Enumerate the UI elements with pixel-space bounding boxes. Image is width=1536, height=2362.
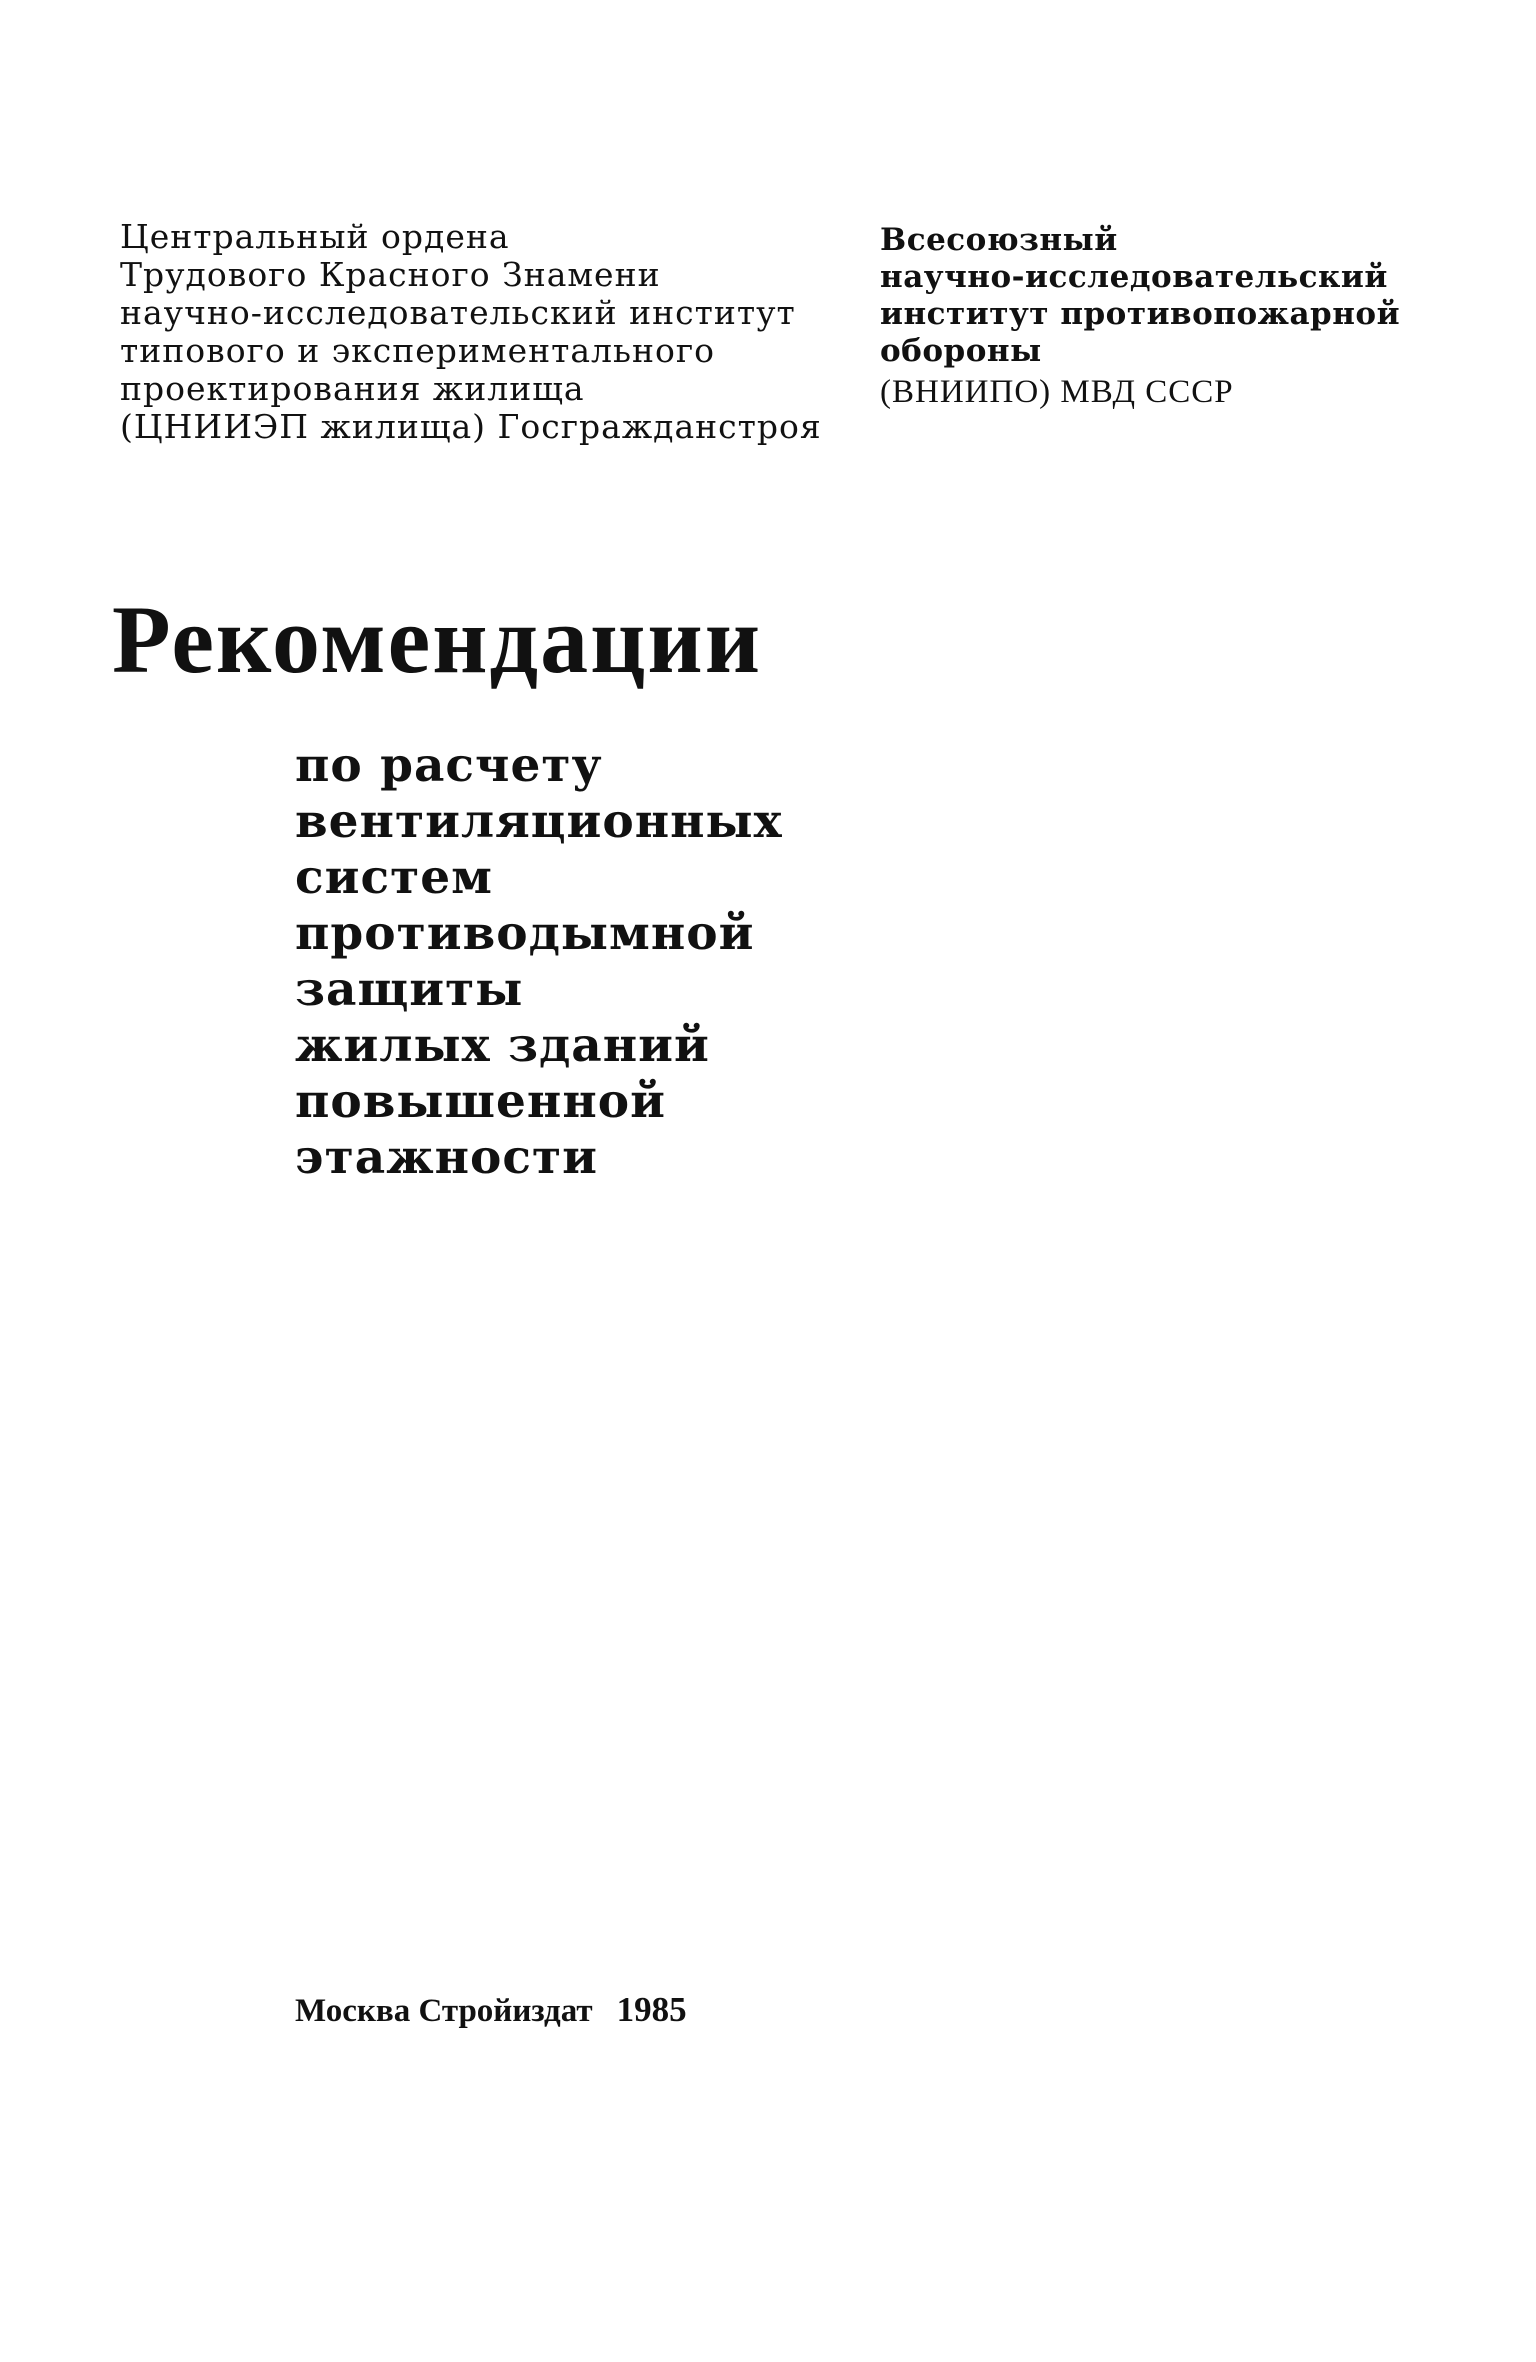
left-institute-line-2: Трудового Красного Знамени (120, 255, 661, 294)
subtitle-line-4: противодымной (295, 906, 755, 961)
subtitle-line-6: жилых зданий (295, 1018, 710, 1073)
document-subtitle (295, 738, 995, 1186)
right-institute-line-1: Всесоюзный (880, 222, 1118, 258)
right-institute-line-5: (ВНИИПО) МВД СССР (880, 374, 1234, 410)
document-title: Рекомендации (112, 586, 763, 693)
left-institute-line-6: (ЦНИИЭП жилища) Госгражданстроя (120, 407, 822, 446)
imprint-publisher: Москва Стройиздат (295, 1993, 593, 2029)
subtitle-line-8: этажности (295, 1130, 599, 1185)
left-institute-block (120, 218, 860, 446)
imprint (295, 1990, 687, 2031)
subtitle-line-1: по расчету (295, 738, 603, 793)
left-institute-line-5: проектирования жилища (120, 369, 585, 408)
subtitle-line-7: повышенной (295, 1074, 666, 1129)
right-institute-line-2: научно-исследовательский (880, 259, 1388, 295)
subtitle-line-3: систем (295, 850, 493, 905)
imprint-year: 1985 (616, 1990, 687, 2029)
left-institute-line-4: типового и экспериментального (120, 331, 715, 370)
right-institute-line-4: обороны (880, 333, 1042, 369)
subtitle-line-2: вентиляционных (295, 794, 783, 849)
subtitle-line-5: защиты (295, 962, 524, 1017)
left-institute-line-3: научно-исследовательский институт (120, 293, 796, 332)
left-institute-line-1: Центральный ордена (120, 217, 510, 256)
right-institute-block (880, 222, 1440, 411)
right-institute-line-3: институт противопожарной (880, 296, 1401, 332)
